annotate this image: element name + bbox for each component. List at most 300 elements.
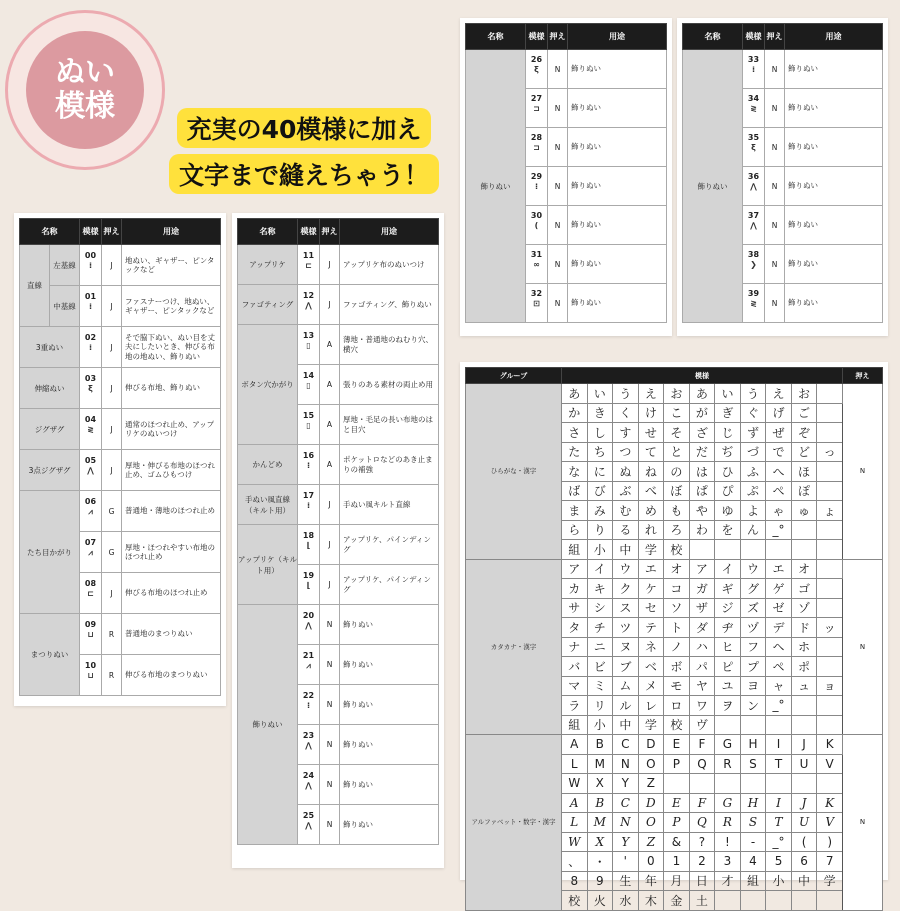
char-cell — [817, 657, 843, 677]
char-cell — [817, 598, 843, 618]
presser-foot: N — [320, 725, 340, 765]
char-cell: エ — [766, 559, 792, 579]
char-cell — [817, 481, 843, 501]
char-cell: い — [715, 384, 741, 404]
headline-line1: 充実の40模様に加え — [177, 108, 432, 148]
stitch-table-2 — [237, 218, 439, 845]
stitch-pattern-icon: ⋀ — [750, 221, 757, 230]
char-cell: G — [715, 793, 741, 813]
char-cell: リ — [587, 696, 613, 716]
char-cell: ょ — [817, 501, 843, 521]
header-group: グループ — [466, 368, 562, 384]
char-cell — [715, 540, 741, 560]
char-cell: お — [664, 384, 690, 404]
presser-foot: N — [765, 245, 785, 284]
char-cell: S — [740, 813, 766, 833]
stitch-number: 25 — [302, 810, 315, 820]
char-cell — [817, 637, 843, 657]
char-cell: ね — [638, 462, 664, 482]
char-cell: え — [766, 384, 792, 404]
char-cell — [817, 384, 843, 404]
stitch-pattern-icon: ⋀ — [305, 300, 312, 310]
stitch-sub-name: 中基線 — [50, 286, 80, 327]
stitch-pattern-icon: ⊏ — [87, 589, 94, 598]
char-cell: X — [587, 832, 613, 852]
char-cell: 学 — [817, 871, 843, 891]
char-cell: W — [562, 774, 588, 794]
char-cell: づ — [740, 442, 766, 462]
char-cell: ぶ — [613, 481, 639, 501]
stitch-row — [466, 50, 667, 89]
presser-foot: G — [102, 532, 122, 573]
presser-foot: G — [102, 491, 122, 532]
stitch-number-cell — [743, 89, 765, 128]
char-cell: フ — [740, 637, 766, 657]
char-cell: 7 — [817, 852, 843, 872]
stitch-pattern-icon: ⁞ — [88, 343, 93, 352]
stitch-row — [20, 245, 221, 286]
character-table — [465, 367, 883, 911]
stitch-number: 16 — [302, 450, 315, 460]
char-cell: 9 — [587, 871, 613, 891]
header-pattern: 模様 — [298, 219, 320, 245]
stitch-number: 28 — [530, 133, 543, 142]
char-cell: ら — [562, 520, 588, 540]
presser-foot: N — [320, 605, 340, 645]
char-cell: を — [715, 520, 741, 540]
stitch-pattern-icon: ⁝ — [534, 182, 539, 191]
stitch-group-name: たち目かがり — [20, 491, 80, 614]
stitch-usage: 伸びる布地、飾りぬい — [122, 368, 221, 409]
char-cell: 0 — [638, 852, 664, 872]
stitch-number-cell — [743, 50, 765, 89]
char-cell: P — [664, 813, 690, 833]
char-cell: わ — [689, 520, 715, 540]
stitch-pattern-icon: ξ — [534, 65, 539, 74]
char-cell: セ — [638, 598, 664, 618]
char-cell: 木 — [638, 891, 664, 911]
char-cell: I — [766, 735, 792, 755]
stitch-number: 12 — [302, 290, 315, 300]
stitch-number-cell — [526, 245, 548, 284]
presser-foot: N — [765, 167, 785, 206]
char-cell: ギ — [715, 579, 741, 599]
char-cell: 校 — [664, 540, 690, 560]
char-cell: ウ — [740, 559, 766, 579]
stitch-usage: 飾りぬい — [568, 167, 667, 206]
char-cell: あ — [689, 384, 715, 404]
char-row — [466, 559, 883, 579]
char-cell: 2 — [689, 852, 715, 872]
char-cell: ぴ — [715, 481, 741, 501]
char-cell: ヨ — [740, 676, 766, 696]
char-cell: K — [817, 735, 843, 755]
stitch-usage: 普通地・薄地のほつれ止め — [122, 491, 221, 532]
stitch-number: 13 — [302, 330, 315, 340]
char-cell — [817, 520, 843, 540]
char-cell: さ — [562, 423, 588, 443]
stitch-pattern-icon: ⌊ — [306, 540, 311, 550]
stitch-number: 31 — [530, 250, 543, 259]
char-cell: 、 — [562, 852, 588, 872]
char-cell: ' — [613, 852, 639, 872]
char-cell: X — [587, 774, 613, 794]
char-cell: ぬ — [613, 462, 639, 482]
stitch-number-cell — [80, 409, 102, 450]
char-cell: U — [791, 754, 817, 774]
char-cell — [817, 540, 843, 560]
char-cell: 6 — [791, 852, 817, 872]
stitch-row — [20, 614, 221, 655]
char-cell: ・ — [587, 852, 613, 872]
header-pattern: 模様 — [526, 24, 548, 50]
char-cell: W — [562, 832, 588, 852]
stitch-row — [20, 491, 221, 532]
char-cell — [817, 423, 843, 443]
stitch-number: 00 — [84, 251, 97, 260]
stitch-usage: 飾りぬい — [785, 89, 883, 128]
char-cell: ( — [791, 832, 817, 852]
char-cell: Y — [613, 774, 639, 794]
char-cell: タ — [562, 618, 588, 638]
char-group-name: カタカナ・漢字 — [466, 559, 562, 735]
stitch-number: 03 — [84, 374, 97, 383]
char-cell: 校 — [562, 891, 588, 911]
stitch-number: 29 — [530, 172, 543, 181]
stitch-number: 09 — [84, 620, 97, 629]
char-cell: イ — [587, 559, 613, 579]
char-cell: ュ — [791, 676, 817, 696]
stitch-number: 10 — [84, 661, 97, 670]
presser-foot: J — [320, 565, 340, 605]
char-cell: 5 — [766, 852, 792, 872]
char-cell: ト — [664, 618, 690, 638]
stitch-pattern-icon: ξ — [88, 384, 93, 393]
char-cell: C — [613, 735, 639, 755]
char-group-name: アルファベット・数字・漢字 — [466, 735, 562, 911]
char-cell: う — [613, 384, 639, 404]
char-cell — [817, 403, 843, 423]
char-cell: で — [766, 442, 792, 462]
stitch-usage: 飾りぬい — [340, 805, 439, 845]
stitch-usage: 飾りぬい — [785, 245, 883, 284]
stitch-pattern-icon: ⩘ — [88, 548, 93, 557]
char-cell: I — [766, 793, 792, 813]
stitch-number-cell — [298, 285, 320, 325]
presser-foot: J — [102, 327, 122, 368]
char-cell: ゴ — [791, 579, 817, 599]
stitch-row — [20, 327, 221, 368]
char-cell: 才 — [715, 871, 741, 891]
stitch-pattern-icon: ⊐ — [533, 104, 540, 113]
char-cell: ち — [587, 442, 613, 462]
stitch-row — [20, 286, 221, 327]
stitch-group-name: ボタン穴かがり — [238, 325, 298, 445]
stitch-number: 23 — [302, 730, 315, 740]
char-cell: 中 — [791, 871, 817, 891]
char-cell: し — [587, 423, 613, 443]
char-cell: 校 — [664, 715, 690, 735]
char-cell: 小 — [766, 871, 792, 891]
char-cell: C — [613, 793, 639, 813]
stitch-number-cell — [298, 645, 320, 685]
header-name: 名称 — [20, 219, 80, 245]
char-cell: は — [689, 462, 715, 482]
char-cell: B — [587, 793, 613, 813]
char-row — [466, 735, 883, 755]
char-cell: ほ — [791, 462, 817, 482]
presser-foot: J — [102, 450, 122, 491]
presser-foot: J — [320, 285, 340, 325]
char-cell: E — [664, 793, 690, 813]
stitch-usage: ポケットロなどのあき止まりの補強 — [340, 445, 439, 485]
stitch-pattern-icon: ⋀ — [305, 620, 312, 630]
char-cell: 組 — [562, 715, 588, 735]
stitch-usage: 飾りぬい — [340, 725, 439, 765]
char-cell: ハ — [689, 637, 715, 657]
char-cell — [740, 774, 766, 794]
stitch-table-1 — [19, 218, 221, 696]
stitch-group-name: 飾りぬい — [683, 50, 743, 323]
char-cell: も — [664, 501, 690, 521]
header-usage: 用途 — [568, 24, 667, 50]
stitch-row — [238, 245, 439, 285]
stitch-number-cell — [743, 284, 765, 323]
char-cell: ナ — [562, 637, 588, 657]
char-cell: ペ — [766, 657, 792, 677]
char-cell: E — [664, 735, 690, 755]
char-cell: せ — [638, 423, 664, 443]
stitch-pattern-icon: ≷ — [750, 104, 757, 113]
stitch-pattern-icon: ❯ — [750, 260, 757, 269]
presser-foot: N — [548, 128, 568, 167]
stitch-pattern-icon: ξ — [751, 143, 756, 152]
stitch-usage: 飾りぬい — [340, 765, 439, 805]
char-cell: ば — [562, 481, 588, 501]
char-cell: て — [638, 442, 664, 462]
char-cell: R — [715, 813, 741, 833]
char-cell: 中 — [613, 715, 639, 735]
stitch-number: 20 — [302, 610, 315, 620]
char-cell: オ — [791, 559, 817, 579]
stitch-usage: 薄地・普通地のねむり穴、横穴 — [340, 325, 439, 365]
stitch-usage: 飾りぬい — [785, 50, 883, 89]
char-cell: 小 — [587, 715, 613, 735]
stitch-number-cell — [80, 614, 102, 655]
char-cell: ヲ — [715, 696, 741, 716]
char-cell: こ — [664, 403, 690, 423]
stitch-pattern-icon: ⁝ — [306, 700, 311, 710]
char-cell: J — [791, 793, 817, 813]
stitch-number: 26 — [530, 55, 543, 64]
char-cell: ゅ — [791, 501, 817, 521]
stitch-number-cell — [526, 284, 548, 323]
char-cell: ャ — [766, 676, 792, 696]
char-cell: ズ — [740, 598, 766, 618]
char-cell: ご — [791, 403, 817, 423]
char-presser-foot: N — [843, 384, 883, 560]
char-cell: ニ — [587, 637, 613, 657]
presser-foot: J — [102, 409, 122, 450]
presser-foot: N — [548, 50, 568, 89]
stitch-number: 34 — [747, 94, 760, 103]
char-cell — [715, 774, 741, 794]
stitch-number: 02 — [84, 333, 97, 342]
char-cell: ぼ — [664, 481, 690, 501]
char-presser-foot: N — [843, 559, 883, 735]
char-cell: ピ — [715, 657, 741, 677]
stitch-number-cell — [743, 128, 765, 167]
stitch-number-cell — [80, 327, 102, 368]
stitch-usage: 張りのある素材の両止め用 — [340, 365, 439, 405]
char-cell: モ — [664, 676, 690, 696]
presser-foot: J — [320, 245, 340, 285]
char-cell: U — [791, 813, 817, 833]
char-cell — [817, 715, 843, 735]
char-cell: A — [562, 735, 588, 755]
stitch-pattern-icon: ⊏ — [305, 260, 312, 270]
headline — [148, 108, 460, 200]
char-cell: J — [791, 735, 817, 755]
char-cell: 組 — [740, 871, 766, 891]
char-cell: ラ — [562, 696, 588, 716]
char-cell — [766, 715, 792, 735]
char-cell: R — [715, 754, 741, 774]
presser-foot: J — [102, 286, 122, 327]
char-cell: K — [817, 793, 843, 813]
char-cell: シ — [587, 598, 613, 618]
char-cell: カ — [562, 579, 588, 599]
stitch-table-3-card — [460, 18, 672, 336]
presser-foot: N — [548, 284, 568, 323]
char-cell: ぢ — [715, 442, 741, 462]
stitch-number: 17 — [302, 490, 315, 500]
stitch-number-cell — [80, 573, 102, 614]
char-cell: む — [613, 501, 639, 521]
char-cell — [740, 891, 766, 911]
char-cell: ヘ — [766, 637, 792, 657]
char-cell: ボ — [664, 657, 690, 677]
stitch-usage: 飾りぬい — [340, 685, 439, 725]
char-cell: チ — [587, 618, 613, 638]
stitch-number-cell — [743, 206, 765, 245]
char-cell: ス — [613, 598, 639, 618]
char-cell: L — [562, 813, 588, 833]
char-cell: ぱ — [689, 481, 715, 501]
stitch-pattern-icon: ∞ — [533, 260, 540, 269]
header-name: 名称 — [683, 24, 743, 50]
char-cell: ソ — [664, 598, 690, 618]
char-cell: へ — [766, 462, 792, 482]
char-cell: B — [587, 735, 613, 755]
stitch-number: 24 — [302, 770, 315, 780]
presser-foot: J — [320, 525, 340, 565]
char-cell: メ — [638, 676, 664, 696]
char-cell: Q — [689, 754, 715, 774]
stitch-number: 32 — [530, 289, 543, 298]
stitch-number-cell — [526, 167, 548, 206]
stitch-number-cell — [80, 532, 102, 573]
badge-line1: ぬい — [55, 54, 115, 90]
header-name: 名称 — [466, 24, 526, 50]
stitch-row — [20, 450, 221, 491]
char-cell — [791, 715, 817, 735]
stitch-number-cell — [80, 450, 102, 491]
char-cell: L — [562, 754, 588, 774]
char-cell: 生 — [613, 871, 639, 891]
char-cell: マ — [562, 676, 588, 696]
stitch-group-name: アップリケ（キルト用） — [238, 525, 298, 605]
badge-inner — [26, 31, 144, 149]
stitch-usage: アップリケ布のぬいつけ — [340, 245, 439, 285]
character-table-card — [460, 362, 888, 908]
presser-foot: J — [320, 485, 340, 525]
char-cell: ロ — [664, 696, 690, 716]
stitch-pattern-icon: ⩘ — [306, 660, 311, 670]
stitch-number: 01 — [84, 292, 97, 301]
stitch-usage: 伸びる布地のほつれ止め — [122, 573, 221, 614]
stitch-usage: 飾りぬい — [568, 206, 667, 245]
char-cell — [766, 774, 792, 794]
presser-foot: N — [320, 805, 340, 845]
char-cell: 土 — [689, 891, 715, 911]
badge — [5, 10, 165, 170]
char-cell — [740, 715, 766, 735]
char-cell: 3 — [715, 852, 741, 872]
char-cell: Q — [689, 813, 715, 833]
char-cell: か — [562, 403, 588, 423]
char-cell: - — [740, 832, 766, 852]
header-pattern: 模様 — [743, 24, 765, 50]
stitch-number-cell — [80, 368, 102, 409]
char-cell: A — [562, 793, 588, 813]
char-cell: N — [613, 813, 639, 833]
char-cell: ひ — [715, 462, 741, 482]
header-char-foot: 押え — [843, 368, 883, 384]
char-cell — [740, 540, 766, 560]
char-cell: よ — [740, 501, 766, 521]
char-cell: ぎ — [715, 403, 741, 423]
stitch-sub-name: 左基線 — [50, 245, 80, 286]
char-cell: ポ — [791, 657, 817, 677]
stitch-group-name: 飾りぬい — [238, 605, 298, 845]
char-cell: 年 — [638, 871, 664, 891]
char-cell: ゾ — [791, 598, 817, 618]
stitch-number-cell — [298, 605, 320, 645]
char-cell: ぷ — [740, 481, 766, 501]
stitch-group-name: 3重ぬい — [20, 327, 80, 368]
stitch-usage: 厚地・伸びる布地のほつれ止め、ゴムひもつけ — [122, 450, 221, 491]
stitch-table-1-card — [14, 213, 226, 706]
stitch-pattern-icon: ⁞ — [88, 261, 93, 270]
char-cell: あ — [562, 384, 588, 404]
stitch-number-cell — [298, 405, 320, 445]
char-cell: や — [689, 501, 715, 521]
stitch-row — [238, 485, 439, 525]
char-cell: O — [638, 754, 664, 774]
char-cell: ヒ — [715, 637, 741, 657]
stitch-pattern-icon: ⋀ — [750, 182, 757, 191]
stitch-group-name: 直線 — [20, 245, 50, 327]
char-cell — [715, 891, 741, 911]
char-cell: ど — [791, 442, 817, 462]
char-cell: ! — [715, 832, 741, 852]
stitch-row — [238, 285, 439, 325]
char-cell: た — [562, 442, 588, 462]
stitch-usage: 飾りぬい — [568, 89, 667, 128]
char-cell: 火 — [587, 891, 613, 911]
badge-line2: 模様 — [55, 89, 115, 124]
